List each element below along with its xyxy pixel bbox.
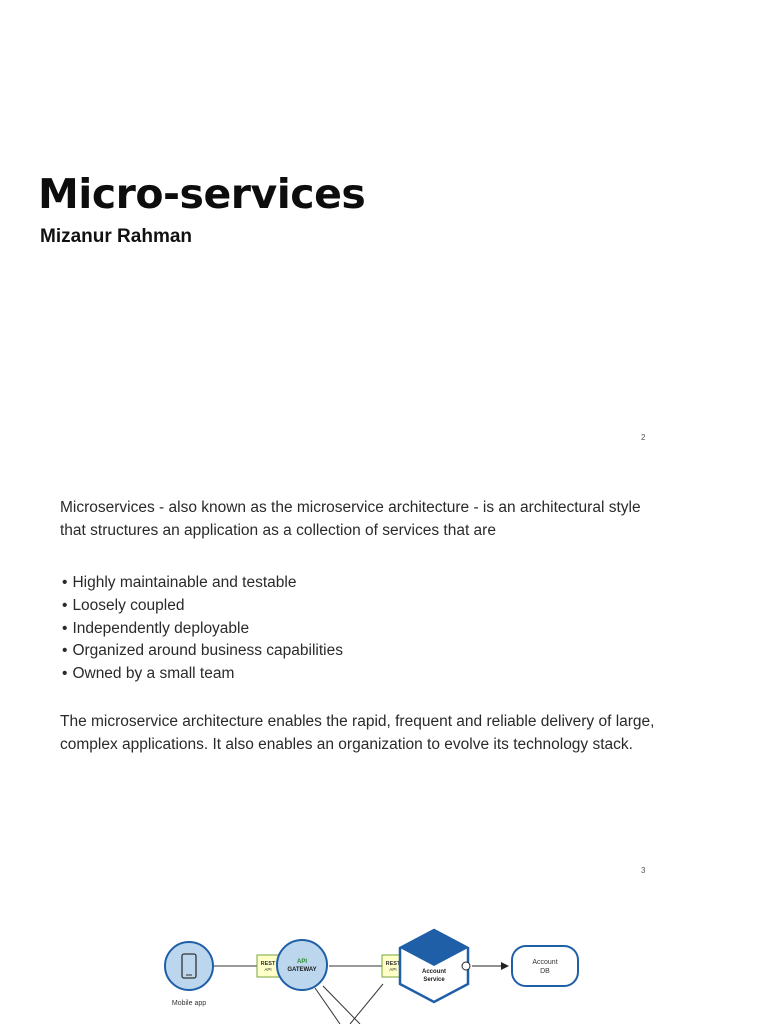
api-gateway-label: GATEWAY [287,967,317,973]
account-db-node [512,946,578,986]
outro-line: complex applications. It also enables an organization to evolve its technology stack. [60,736,633,753]
intro-line: Microservices - also known as the microservice architecture - is an architectural style [60,499,641,516]
list-item: • Organized around business capabilities [62,640,343,663]
connector-line [350,984,383,1024]
rest-api-node [257,955,279,977]
rest-api-label: REST [385,961,401,967]
api-gateway-node [277,940,327,990]
author-name: Mizanur Rahman [40,226,193,247]
rest-api-label: API [389,967,397,972]
account-service-label: Service [423,977,445,983]
account-db-label: Account [532,959,558,966]
slide-title: Micro-services [38,170,366,218]
mobile-app-circle [165,942,213,990]
mobile-app-label: Mobile app [171,1000,207,1007]
connector-line [315,988,340,1024]
account-service-label: Account [422,969,446,975]
mobile-app-node [165,942,213,1007]
outro-line: The microservice architecture enables the rapid, frequent and reliable delivery of large, [60,713,655,730]
api-gateway-label: API [296,959,308,965]
intro-line: that structures an application as a collection of services that are [60,522,496,539]
list-item: • Owned by a small team [62,663,343,686]
account-db-box [512,946,578,986]
account-db-label: DB [540,968,550,975]
rest-api-label: REST [260,961,276,967]
rest-api-label: API [264,967,272,972]
list-item: • Independently deployable [62,618,343,641]
page-number: 2 [641,433,646,442]
api-gateway-circle [277,940,327,990]
page-number: 3 [641,866,646,875]
port-circle [462,962,470,970]
account-service-node [400,930,470,1002]
list-item: • Highly maintainable and testable [62,572,343,595]
list-item: • Loosely coupled [62,595,343,618]
